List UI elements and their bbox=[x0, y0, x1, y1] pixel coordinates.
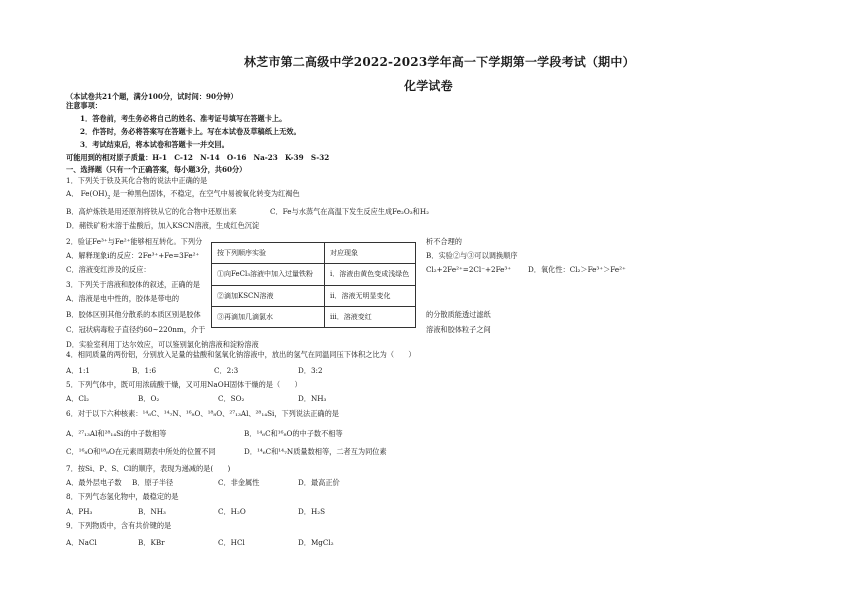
q3-option-c: C．冠状病毒粒子直径约60~220nm，介于 bbox=[66, 325, 206, 334]
table-row bbox=[212, 243, 416, 264]
q1-option-a-text: 是一种黑色固体，不稳定，在空气中易被氧化转变为红褐色 bbox=[112, 189, 300, 198]
note-2: 2．作答时，务必将答案写在答题卡上。写在本试卷及草稿纸上无效。 bbox=[80, 127, 301, 136]
table-row bbox=[212, 306, 416, 327]
q6-option-b: B．¹⁴₆C和¹⁶₈O的中子数不相等 bbox=[244, 429, 343, 438]
q6-option-a: A．²⁷₁₃Al和²⁸₁₄Si的中子数相等 bbox=[66, 429, 167, 438]
notes-title: 注意事项： bbox=[66, 101, 102, 110]
q8-option-b: B．NH₃ bbox=[138, 507, 166, 516]
q7-option-d: D．最高正价 bbox=[298, 478, 340, 487]
table-header-cell: 按下列顺序实验 bbox=[212, 243, 325, 264]
q2-option-c-equation: Cl₂+2Fe²⁺=2Cl⁻+2Fe³⁺ bbox=[426, 265, 512, 274]
q6-stem: 6．对于以下六种核素：¹⁴₆C、¹⁴₇N、¹⁶₈O、¹⁸₈O、²⁷₁₃Al、²⁸₁₄Si，下列说法正确的是 bbox=[66, 409, 339, 418]
q8-option-c: C．H₂O bbox=[218, 507, 246, 516]
q3-option-d: D．实验室利用丁达尔效应，可以鉴别氯化钠溶液和淀粉溶液 bbox=[66, 340, 259, 349]
table-cell: ①向FeCl₃溶液中加入过量铁粉 bbox=[212, 264, 325, 285]
q3-option-c-continued: 溶液和胶体粒子之间 bbox=[426, 325, 491, 334]
exam-title: 林芝市第二高级中学2022-2023学年高一下学期第一学段考试（期中） bbox=[244, 55, 635, 69]
q2-stem: 2．验证Fe³⁺与Fe²⁺能够相互转化。下列分 bbox=[66, 237, 203, 246]
q5-option-c: C．SO₂ bbox=[218, 394, 245, 403]
q1-option-a: A． $Fe(OH)_2$ 是一种黑色固体，不稳定，在空气中易被氧化转变为红褐色 bbox=[66, 189, 300, 201]
q2-option-c: C．溶液变红涉及的反应： bbox=[66, 265, 151, 274]
q2-experiment-table bbox=[211, 242, 416, 328]
q4-stem: 4．相同质量的两份铝，分别放入足量的盐酸和氢氧化钠溶液中，放出的氢气在同温同压下体积之比为（ ） bbox=[66, 350, 416, 359]
q3-option-b-continued: 的分散质能透过滤纸 bbox=[426, 310, 491, 319]
table-row bbox=[212, 264, 416, 285]
q7-option-b: B．原子半径 bbox=[132, 478, 174, 487]
q4-option-c: C．2:3 bbox=[214, 366, 239, 375]
q5-option-a: A．Cl₂ bbox=[66, 394, 90, 403]
table-row bbox=[212, 285, 416, 306]
q3-stem: 3．下列关于溶液和胶体的叙述，正确的是 bbox=[66, 280, 200, 289]
q9-option-b: B．KBr bbox=[138, 538, 165, 547]
q9-stem: 9．下列物质中，含有共价键的是 bbox=[66, 521, 172, 530]
table-header-cell: 对应现象 bbox=[325, 243, 416, 264]
q3-option-b: B．胶体区别其他分散系的本质区别是胶体 bbox=[66, 310, 201, 319]
q2-option-b: B．实验②与③可以调换顺序 bbox=[426, 251, 518, 260]
q5-option-d: D．NH₃ bbox=[298, 394, 327, 403]
q9-option-d: D．MgCl₂ bbox=[298, 538, 334, 547]
q1-option-b: B．高炉炼铁是用还原剂将铁从它的化合物中还原出来 bbox=[66, 207, 237, 216]
q2-option-d: D．氧化性：Cl₂＞Fe³⁺＞Fe²⁺ bbox=[528, 265, 626, 274]
table-cell: ②滴加KSCN溶液 bbox=[212, 285, 325, 306]
q4-option-b: B．1:6 bbox=[132, 366, 157, 375]
note-3: 3．考试结束后，将本试卷和答题卡一并交回。 bbox=[80, 140, 229, 149]
section-1-title: 一、选择题（只有一个正确答案，每小题3分，共60分） bbox=[66, 165, 247, 174]
q9-option-c: C．HCl bbox=[218, 538, 245, 547]
atomic-mass-line: 可能用到的相对原子质量：H-1 C-12 N-14 O-16 Na-23 K-39 S-32 bbox=[66, 153, 330, 162]
q6-option-c: C．¹⁶₈O和¹⁸₈O在元素周期表中所处的位置不同 bbox=[66, 447, 216, 456]
table-cell: ⅲ．溶液变红 bbox=[325, 306, 416, 327]
q6-option-d: D．¹⁴₆C和¹⁴₇N质量数相等，二者互为同位素 bbox=[244, 447, 387, 456]
q5-stem: 5．下列气体中，既可用浓硫酸干燥，又可用NaOH固体干燥的是（ ） bbox=[66, 380, 302, 389]
q2-option-a: A．解释现象ⅰ的反应：2Fe³⁺+Fe=3Fe²⁺ bbox=[66, 251, 200, 260]
q8-stem: 8．下列气态氢化物中，最稳定的是 bbox=[66, 492, 179, 501]
q5-option-b: B．O₂ bbox=[138, 394, 160, 403]
subject-title: 化学试卷 bbox=[404, 79, 453, 93]
q3-option-a: A．溶液是电中性的，胶体是带电的 bbox=[66, 294, 180, 303]
note-1: 1．答卷前，考生务必将自己的姓名、准考证号填写在答题卡上。 bbox=[80, 114, 287, 123]
q9-option-a: A．NaCl bbox=[66, 538, 97, 547]
q1-stem: 1．下列关于铁及其化合物的说法中正确的是 bbox=[66, 176, 208, 185]
table-cell: ③再滴加几滴氯水 bbox=[212, 306, 325, 327]
table-cell: ⅱ．溶液无明显变化 bbox=[325, 285, 416, 306]
q7-stem: 7．按Si、P、S、Cl的顺序，表现为递减的是( ) bbox=[66, 464, 231, 473]
q4-option-a: A．1:1 bbox=[66, 366, 90, 375]
q7-option-c: C．非金属性 bbox=[218, 478, 260, 487]
q1-option-c: C．Fe与水蒸气在高温下发生反应生成Fe₂O₃和H₂ bbox=[270, 207, 429, 216]
q1-option-d: D．赭铁矿粉末溶于盐酸后，加入KSCN溶液，生成红色沉淀 bbox=[66, 221, 260, 230]
q4-option-d: D．3:2 bbox=[298, 366, 323, 375]
q8-option-d: D．H₂S bbox=[298, 507, 326, 516]
q8-option-a: A．PH₃ bbox=[66, 507, 93, 516]
table-cell: ⅰ．溶液由黄色变成浅绿色 bbox=[325, 264, 416, 285]
q2-stem-continued: 析不合理的 bbox=[426, 237, 462, 246]
exam-scope: （本试卷共21个题，满分100分，试时间：90分钟） bbox=[66, 92, 238, 101]
q7-option-a: A．最外层电子数 bbox=[66, 478, 122, 487]
